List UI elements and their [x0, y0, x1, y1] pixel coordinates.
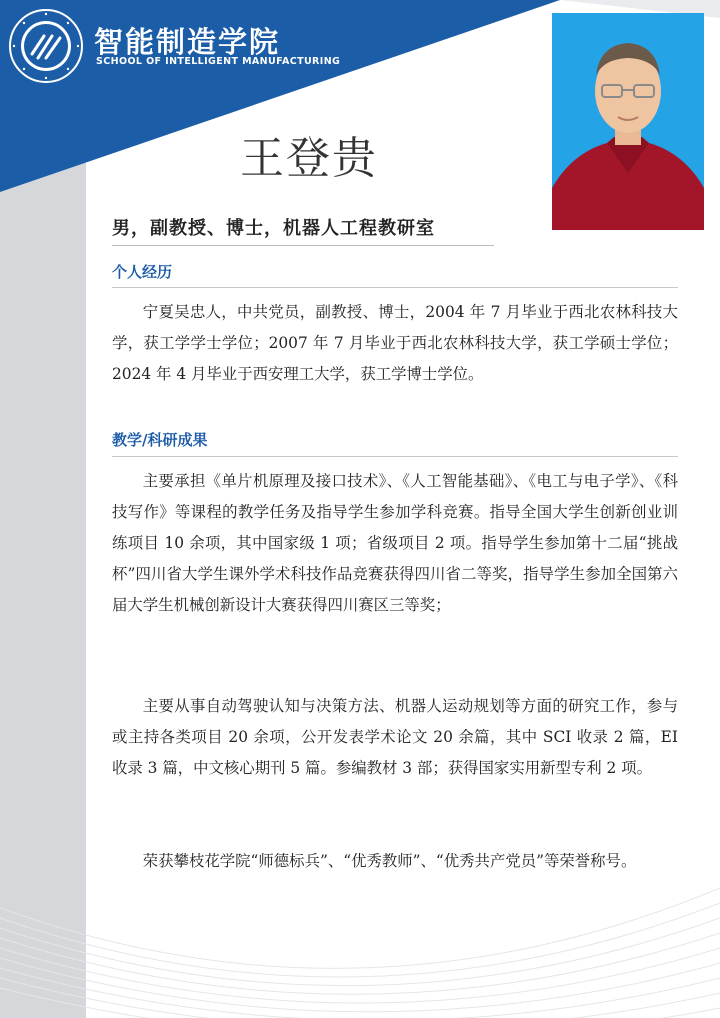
section-divider — [112, 287, 678, 288]
paragraph-research: 主要从事自动驾驶认知与决策方法、机器人运动规划等方面的研究工作，参与或主持各类项目 20 余项，公开发表学术论文 20 余篇，其中 SCI 收录 2 篇，EI 收录 3 篇，中文核心期刊 5 篇。参编教材 3 部；获得国家实用新型专利 2 项。 — [112, 697, 678, 777]
section-title-achievements: 教学/科研成果 — [112, 431, 208, 449]
section-divider — [112, 456, 678, 457]
profile-subtitle: 男，副教授、博士，机器人工程教研室 — [112, 218, 435, 239]
school-name-en: SCHOOL OF INTELLIGENT MANUFACTURING — [96, 56, 341, 67]
paragraph-teaching: 主要承担《单片机原理及接口技术》、《人工智能基础》、《电工与电子学》、《科技写作》等课程的教学任务及指导学生参加学科竞赛。指导全国大学生创新创业训练项目 10 余项，其中国家级 1 项；省级项目 2 项。指导学生参加第十二届“挑战杯”四川省大学生课外学术科技作品竞赛获得四川省二等奖，指导学生参加全国第六届大学生机械创新设计大赛获得四川赛区三等奖； — [112, 472, 678, 614]
profile-photo — [552, 13, 704, 230]
school-logo-icon — [8, 8, 84, 84]
school-name-cn: 智能制造学院 — [94, 25, 281, 59]
portrait-image — [552, 13, 704, 230]
profile-name: 王登贵 — [240, 133, 378, 184]
subtitle-divider — [112, 245, 494, 246]
paragraph-personal-experience: 宁夏吴忠人，中共党员，副教授、博士，2004 年 7 月毕业于西北农林科技大学，获工学学士学位；2007 年 7 月毕业于西北农林科技大学，获工学硕士学位；2024 年 4 月毕业于西安理工大学，获工学博士学位。 — [112, 303, 678, 383]
section-title-personal-experience: 个人经历 — [112, 263, 173, 281]
paragraph-honors: 荣获攀枝花学院“师德标兵”、“优秀教师”、“优秀共产党员”等荣誉称号。 — [142, 852, 637, 870]
